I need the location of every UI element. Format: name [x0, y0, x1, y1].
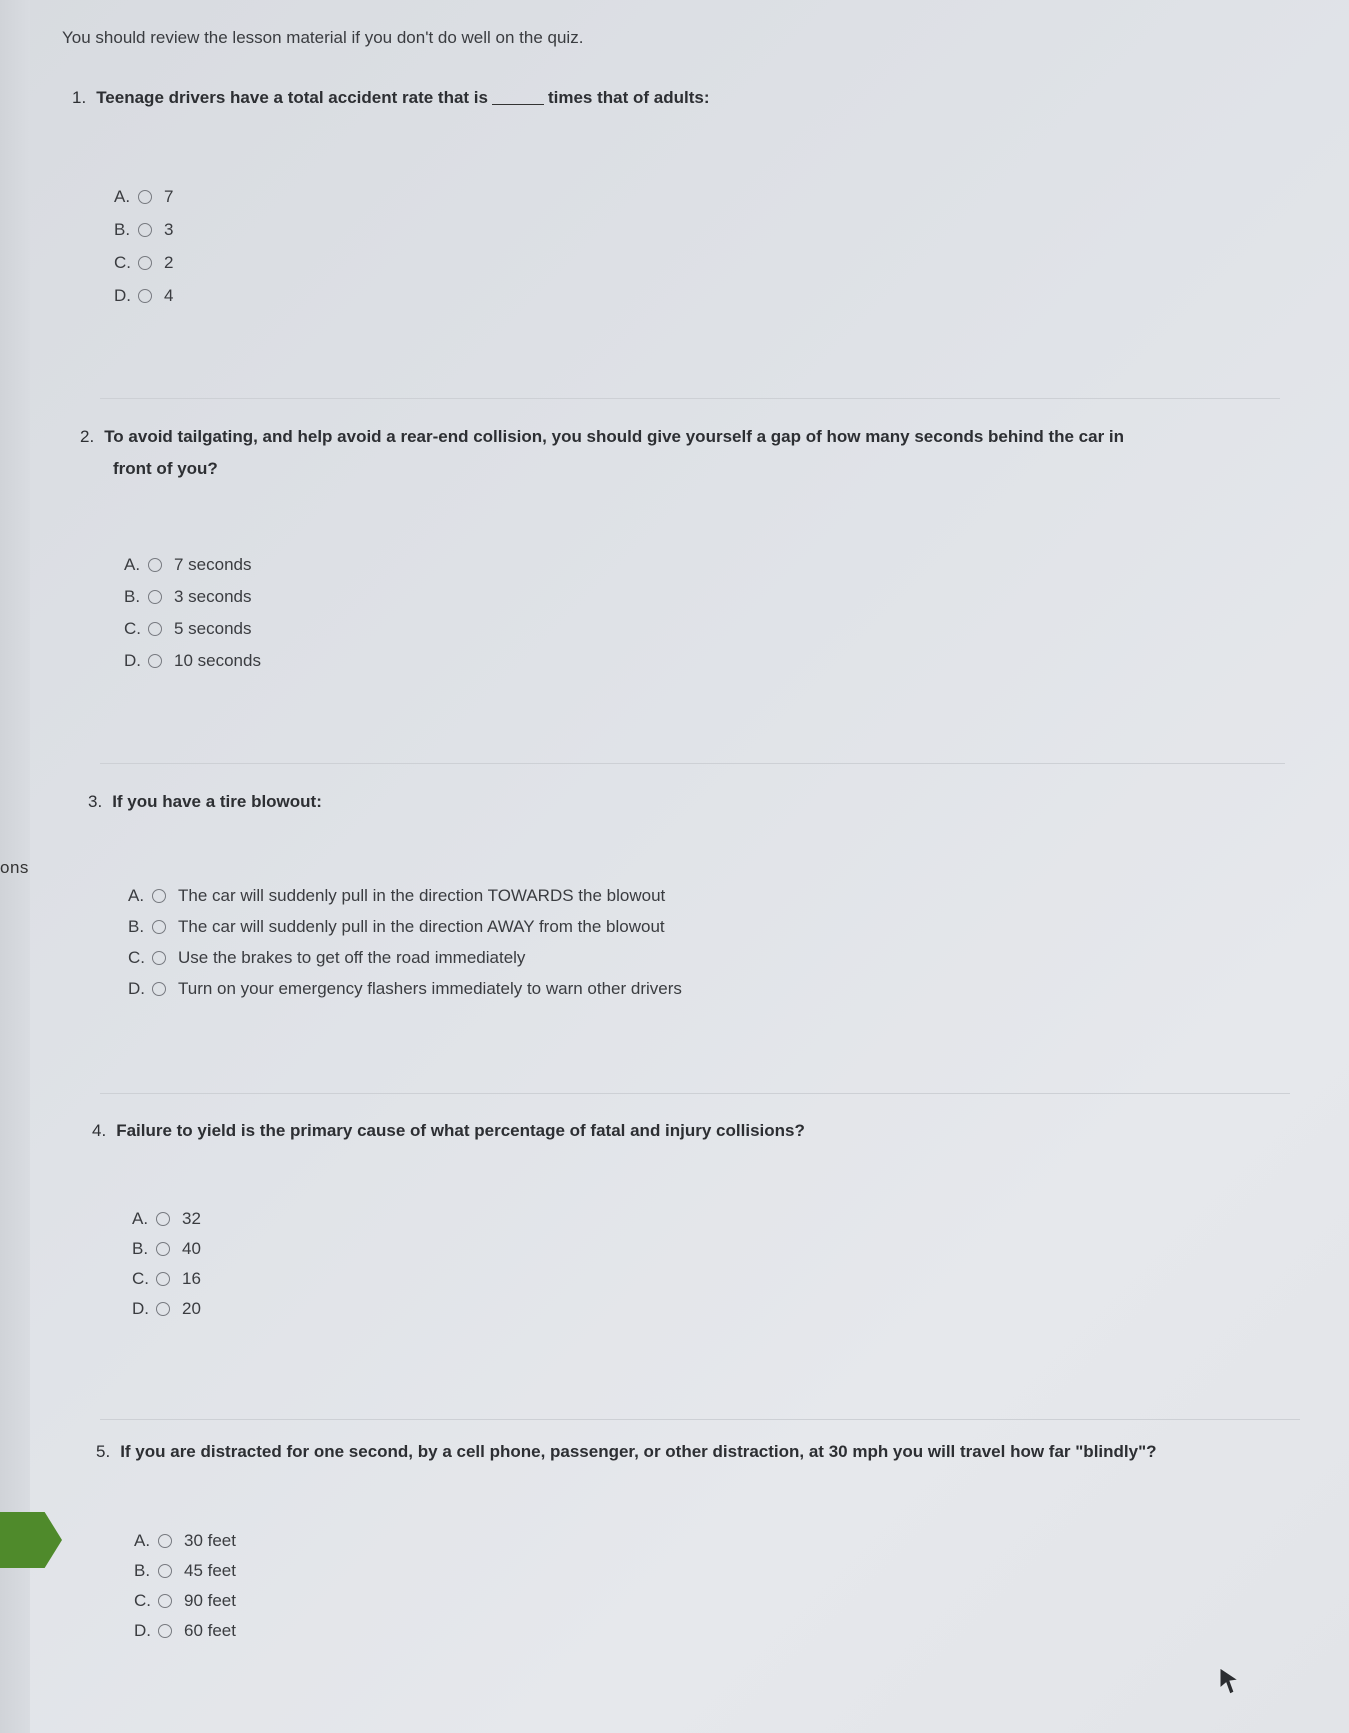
- answer-option[interactable]: [114, 246, 173, 279]
- option-label: 5 seconds: [174, 619, 252, 638]
- answer-option[interactable]: [128, 973, 682, 1004]
- option-label: Use the brakes to get off the road immediately: [178, 947, 526, 967]
- question-1-options: [114, 180, 173, 312]
- option-letter: D.: [132, 1299, 149, 1318]
- answer-option[interactable]: [132, 1264, 201, 1294]
- question-4-options: [132, 1204, 201, 1324]
- question-5-options: [134, 1526, 236, 1646]
- question-text: To avoid tailgating, and help avoid a rear-end collision, you should give yourself a gap of how many seconds behind the car in: [104, 427, 1125, 446]
- radio-button[interactable]: [148, 654, 162, 668]
- radio-button[interactable]: [138, 256, 152, 270]
- option-label: 2: [164, 252, 174, 272]
- question-4-prompt: [92, 1115, 805, 1147]
- radio-button[interactable]: [152, 920, 166, 934]
- option-label: 16: [182, 1269, 201, 1288]
- option-letter: C.: [124, 619, 141, 638]
- answer-option[interactable]: [114, 279, 173, 312]
- question-2-prompt: [80, 421, 1280, 485]
- option-label: 90 feet: [184, 1591, 236, 1610]
- radio-button[interactable]: [148, 590, 162, 604]
- answer-option[interactable]: [114, 213, 173, 246]
- radio-button[interactable]: [138, 289, 152, 303]
- answer-option[interactable]: [124, 549, 261, 581]
- answer-option[interactable]: [128, 942, 682, 973]
- radio-button[interactable]: [156, 1302, 170, 1316]
- fill-in-blank: [492, 104, 544, 105]
- option-label: Turn on your emergency flashers immediately to warn other drivers: [178, 978, 682, 998]
- sidebar-item-label[interactable]: ons: [0, 858, 29, 877]
- question-divider: [100, 763, 1285, 764]
- option-letter: C.: [132, 1269, 149, 1288]
- question-3-options: [128, 880, 682, 1004]
- answer-option[interactable]: [124, 613, 261, 645]
- radio-button[interactable]: [152, 889, 166, 903]
- option-letter: D.: [128, 978, 145, 998]
- option-label: 7: [164, 186, 174, 206]
- radio-button[interactable]: [148, 622, 162, 636]
- option-letter: B.: [128, 916, 145, 936]
- radio-button[interactable]: [152, 951, 166, 965]
- option-letter: D.: [134, 1621, 151, 1640]
- answer-option[interactable]: [114, 180, 173, 213]
- option-label: 3: [164, 219, 174, 239]
- option-label: 60 feet: [184, 1621, 236, 1640]
- radio-button[interactable]: [158, 1624, 172, 1638]
- option-label: The car will suddenly pull in the direction TOWARDS the blowout: [178, 885, 666, 905]
- question-2-options: [124, 549, 261, 677]
- mouse-pointer-icon: [1218, 1666, 1240, 1696]
- answer-option[interactable]: [132, 1294, 201, 1324]
- answer-option[interactable]: [134, 1526, 236, 1556]
- question-text: Failure to yield is the primary cause of what percentage of fatal and injury collisions?: [116, 1121, 805, 1140]
- option-letter: C.: [128, 947, 145, 967]
- radio-button[interactable]: [158, 1594, 172, 1608]
- radio-button[interactable]: [158, 1534, 172, 1548]
- radio-button[interactable]: [156, 1272, 170, 1286]
- option-letter: A.: [114, 186, 131, 206]
- option-letter: B.: [134, 1561, 151, 1580]
- option-letter: A.: [128, 885, 145, 905]
- question-divider: [100, 1093, 1290, 1094]
- answer-option[interactable]: [124, 581, 261, 613]
- question-number: 1.: [72, 88, 87, 107]
- question-number: 2.: [80, 427, 95, 446]
- option-letter: B.: [114, 219, 131, 239]
- option-letter: A.: [132, 1209, 149, 1228]
- question-text: If you are distracted for one second, by a cell phone, passenger, or other distraction, at 30 mph you will travel how far "blindly"?: [120, 1442, 1157, 1461]
- option-letter: B.: [132, 1239, 149, 1258]
- question-text: times that of adults:: [547, 88, 710, 107]
- answer-option[interactable]: [134, 1556, 236, 1586]
- answer-option[interactable]: [134, 1586, 236, 1616]
- option-label: The car will suddenly pull in the direction AWAY from the blowout: [178, 916, 665, 936]
- answer-option[interactable]: [134, 1616, 236, 1646]
- radio-button[interactable]: [156, 1242, 170, 1256]
- option-letter: A.: [134, 1531, 151, 1550]
- option-label: 10 seconds: [174, 651, 261, 670]
- option-label: 32: [182, 1209, 201, 1228]
- option-letter: C.: [134, 1591, 151, 1610]
- option-label: 20: [182, 1299, 201, 1318]
- answer-option[interactable]: [132, 1234, 201, 1264]
- option-label: 7 seconds: [174, 555, 252, 574]
- quiz-instructions: You should review the lesson material if you don't do well on the quiz.: [62, 28, 584, 47]
- option-label: 3 seconds: [174, 587, 252, 606]
- option-letter: B.: [124, 587, 141, 606]
- radio-button[interactable]: [152, 982, 166, 996]
- answer-option[interactable]: [128, 880, 682, 911]
- option-label: 30 feet: [184, 1531, 236, 1550]
- option-label: 40: [182, 1239, 201, 1258]
- question-number: 3.: [88, 792, 103, 811]
- option-letter: C.: [114, 252, 131, 272]
- radio-button[interactable]: [156, 1212, 170, 1226]
- radio-button[interactable]: [138, 223, 152, 237]
- option-letter: D.: [124, 651, 141, 670]
- radio-button[interactable]: [158, 1564, 172, 1578]
- question-5-prompt: [96, 1436, 1157, 1468]
- question-divider: [100, 1419, 1300, 1420]
- answer-option[interactable]: [128, 911, 682, 942]
- option-letter: A.: [124, 555, 141, 574]
- question-text: If you have a tire blowout:: [112, 792, 322, 811]
- answer-option[interactable]: [124, 645, 261, 677]
- current-item-marker[interactable]: [0, 1512, 62, 1568]
- question-text: Teenage drivers have a total accident rate that is: [96, 88, 488, 107]
- question-text: front of you?: [113, 459, 218, 478]
- question-number: 4.: [92, 1121, 107, 1140]
- question-number: 5.: [96, 1442, 111, 1461]
- answer-option[interactable]: [132, 1204, 201, 1234]
- option-label: 45 feet: [184, 1561, 236, 1580]
- option-letter: D.: [114, 285, 131, 305]
- radio-button[interactable]: [148, 558, 162, 572]
- option-label: 4: [164, 285, 174, 305]
- question-1-prompt: [72, 82, 709, 114]
- question-3-prompt: [88, 786, 322, 818]
- question-divider: [100, 398, 1280, 399]
- radio-button[interactable]: [138, 190, 152, 204]
